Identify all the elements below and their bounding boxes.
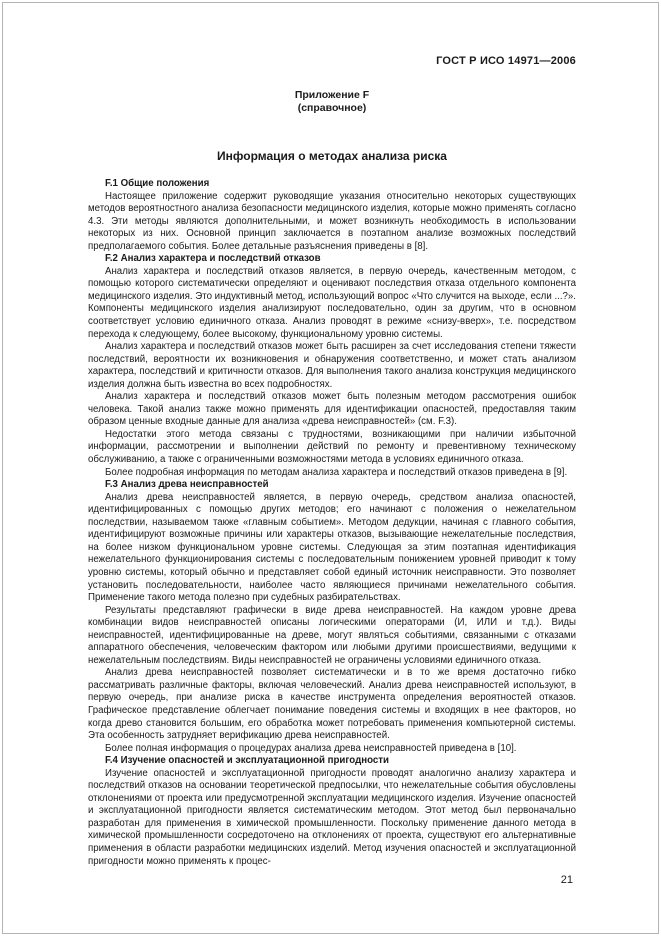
document-standard-code: ГОСТ Р ИСО 14971—2006 (436, 55, 576, 67)
paragraph: Более подробная информация по методам анализа характера и последствий отказов приведена в [9]. (105, 466, 568, 478)
paragraph: Результаты представляют графически в виде древа неисправностей. На каждом уровне древа комбинации видов неисправностей описаны логическими операторами (И, ИЛИ и т.д.). Виды неисправностей, идентифицированные на древе, могут являться событиями, связанными с отказами аппаратного обеспечения, человеческим фактором или любыми другими происшествиями, ведущими к нежелательным последствиям. Виды неисправностей не ограничены условиями единичного отказа. (88, 604, 576, 666)
paragraph: Анализ древа неисправностей позволяет систематически и в то же время достаточно гибко рассматривать различные факторы, включая человеческий. Анализ древа неисправностей используют, в первую очередь, при анализе риска в качестве инструмента определения вероятностей отказов. Графическое представление облегчает понимание поведения системы и входящих в нее факторов, но когда древо становится большим, его обработка может потребовать применения компьютерной системы. Эта особенность затрудняет верификацию древа неисправностей. (88, 667, 576, 742)
section-heading: F.3 Анализ древа неисправностей (105, 479, 269, 491)
annex-label: Приложение F (294, 89, 370, 101)
section-heading: F.1 Общие положения (105, 178, 210, 189)
paragraph: Анализ характера и последствий отказов может быть расширен за счет исследования степени тяжести последствий, вероятности их возникновения и обнаружения соответственно, и может стать анализом характера, последствий и критичности отказов. Для выполнения такого анализа конструкция медицинского изделия должна быть известна во всех подробностях. (88, 341, 576, 390)
page-content (88, 55, 576, 868)
document-sections (88, 178, 576, 868)
paragraph: Настоящее приложение содержит руководящие указания относительно некоторых существующих методов вероятностного анализа безопасности медицинского изделия, которые можно применять согласно 4.3. Эти методы являются дополнительными, и может возникнуть необходимость в использовании некоторых из них. Основной принцип заключается в поэтапном анализе возможных последствий предполагаемого события. Более детальные разъяснения приведены в [8]. (88, 190, 576, 252)
paragraph: Недостатки этого метода связаны с трудностями, возникающими при наличии избыточной информации, рассмотрении и выполнении действий по ремонту и превентивному техническому обслуживанию, а также с ограниченными возможностями метода в условиях единичного отказа. (88, 428, 576, 466)
page-number: 21 (560, 874, 573, 886)
section-heading: F.2 Анализ характера и последствий отказов (105, 253, 321, 265)
paragraph: Изучение опасностей и эксплуатационной пригодности проводят аналогично анализу характера и последствий отказов на основании теоретической предпосылки, что нежелательные события обусловлены отклонениями от проекта или предусмотренной эксплуатации медицинского изделия. Изучение опасностей и эксплуатационной пригодности является систематическим методом. Этот метод был первоначально разработан для применения в химической промышленности. Поскольку применение данного метода в химической промышленности сосредоточено на отклонениях от проекта, существуют его альтернативные применения в области разработки медицинских изделий. Метод изучения опасностей и эксплуатационной пригодности можно применять к процес- (88, 767, 576, 867)
paragraph: Анализ древа неисправностей является, в первую очередь, средством анализа опасностей, идентифицированных с помощью других методов; его начинают с положения о нежелательном последствии, называемом также «главным событием». Методом дедукции, начиная с главного события, идентифицируют возможные причины или характеры отказов, вызывающие нежелательные последствия, на более низком функциональном уровне системы. Следующая за этим поэтапная идентификация нежелательного функционирования системы с последовательным понижением уровней приводит к тому уровню системы, который обычно и представляет собой единый источник неисправности. Это позволяет установить последовательности, наиболее часто являющиеся причинами нежелательного события. Применение такого метода полезно при судебных разбирательствах. (88, 491, 576, 604)
paragraph: Анализ характера и последствий отказов является, в первую очередь, качественным методом, с помощью которого систематически определяют и оценивают последствия отказа отдельного компонента медицинского изделия. Это индуктивный метод, использующий вопрос «Что случится на выходе, если ...?». Компоненты медицинского изделия анализируют последовательно, один за другим, что в основном соответствует условию единичного отказа. Анализ проводят в режиме «снизу-вверх», т.е. посредством перехода к следующему, более высокому, функциональному уровню системы. (88, 265, 576, 340)
paragraph: Анализ характера и последствий отказов может быть полезным методом рассмотрения ошибок человека. Такой анализ также можно применять для идентификации опасностей, предоставляя таким образом ценные входные данные для анализа «древа неисправностей» (см. F.3). (88, 391, 576, 428)
annex-title: Информация о методах анализа риска (217, 149, 447, 163)
annex-type-label: (справочное) (297, 102, 367, 114)
section-heading: F.4 Изучение опасностей и эксплуатационной пригодности (105, 755, 389, 767)
paragraph: Более полная информация о процедурах анализа древа неисправностей приведена в [10]. (105, 742, 517, 754)
